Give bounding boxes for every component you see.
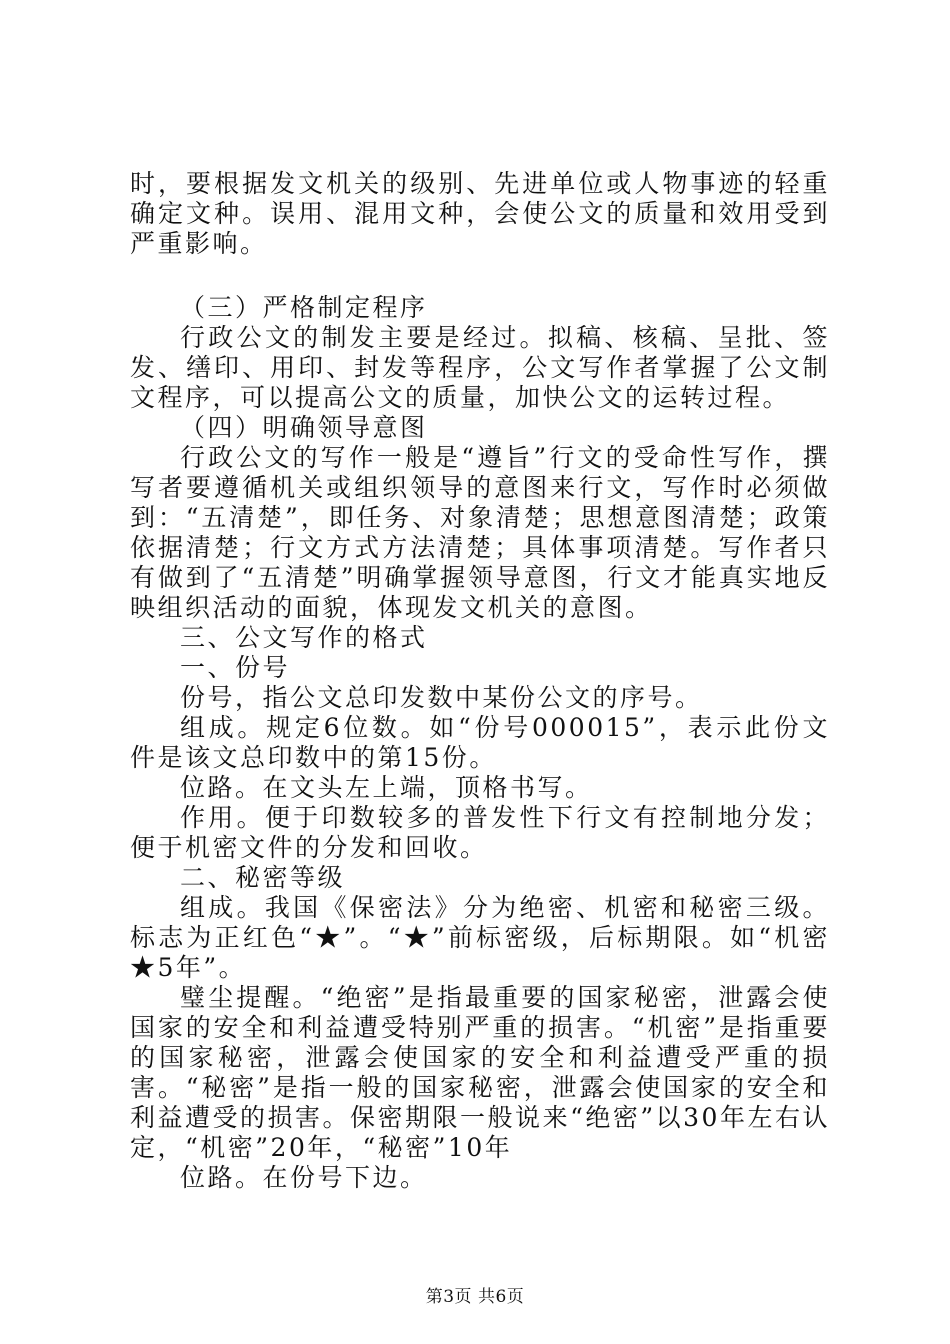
paragraph-secrecy-reminder: 璧尘提醒。“绝密”是指最重要的国家秘密，泄露会使国家的安全和利益遭受特别严重的损害。“机密”是指重要的国家秘密，泄露会使国家的安全和利益遭受严重的损害。“秘密”是指一般的国家秘密，泄露会使国家的安全和利益遭受的损害。保密期限一般说来“绝密”以30年左右认定，“机密”20年，“秘密”10年: [130, 983, 830, 1162]
page-number-footer: 第3页 共6页: [425, 1287, 525, 1307]
paragraph-intent: 行政公文的写作一般是“遵旨”行文的受命性写作，撰写者要遵循机关或组织领导的意图来行文，写作时必须做到：“五清楚”，即任务、对象清楚；思想意图清楚；政策依据清楚；行文方式方法清楚；具体事项清楚。写作者只有做到了“五清楚”明确掌握领导意图，行文才能真实地反映组织活动的面貌，体现发文机关的意图。: [130, 443, 830, 622]
paragraph-copy-number-definition: 份号，指公文总印发数中某份公文的序号。: [180, 683, 703, 712]
paragraph-continuation: 时，要根据发文机关的级别、先进单位或人物事迹的轻重确定文种。误用、混用文种，会使公文的质量和效用受到严重影响。: [130, 169, 830, 258]
section-heading-procedure: （三）严格制定程序: [180, 293, 428, 322]
paragraph-secrecy-position: 位路。在份号下边。: [180, 1163, 428, 1192]
paragraph-secrecy-composition: 组成。我国《保密法》分为绝密、机密和秘密三级。标志为正红色“★”。“★”前标密级，后标期限。如“机密★5年”。: [130, 893, 830, 982]
paragraph-procedure: 行政公文的制发主要是经过。拟稿、核稿、呈批、签发、缮印、用印、封发等程序，公文写作者掌握了公文制文程序，可以提高公文的质量，加快公文的运转过程。: [130, 323, 830, 412]
section-heading-intent: （四）明确领导意图: [180, 413, 428, 442]
paragraph-copy-number-purpose: 作用。便于印数较多的普发性下行文有控制地分发；便于机密文件的分发和回收。: [130, 803, 830, 862]
paragraph-copy-number-composition: 组成。规定6位数。如“份号000015”，表示此份文件是该文总印数中的第15份。: [130, 713, 830, 772]
section-heading-format: 三、公文写作的格式: [180, 623, 428, 652]
paragraph-gap: [130, 259, 830, 293]
document-body: [130, 169, 830, 1193]
subheading-copy-number: 一、份号: [180, 653, 291, 682]
subheading-secrecy-level: 二、秘密等级: [180, 863, 346, 892]
paragraph-copy-number-position: 位路。在文头左上端，顶格书写。: [180, 773, 593, 802]
